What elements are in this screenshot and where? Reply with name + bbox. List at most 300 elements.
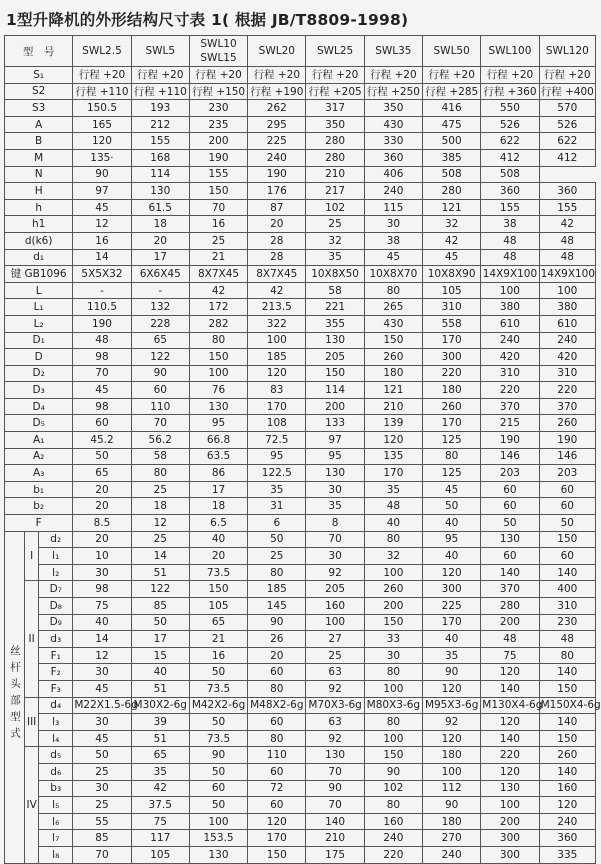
table-row — [5, 216, 596, 233]
row-label: d₆ — [39, 763, 73, 780]
table-cell: 265 — [364, 299, 422, 316]
table-cell: 155 — [539, 199, 595, 216]
table-cell: 90 — [423, 797, 481, 814]
row-label: l₁ — [39, 548, 73, 565]
row-label: D — [5, 349, 73, 366]
table-row — [5, 780, 596, 797]
table-cell: 26 — [248, 631, 306, 648]
table-row — [5, 598, 596, 615]
table-row — [5, 67, 596, 84]
row-label: h — [5, 199, 73, 216]
table-cell: 145 — [248, 598, 306, 615]
col-header: SWL50 — [423, 36, 481, 67]
table-cell: 行程 +20 — [364, 67, 422, 84]
table-cell: 40 — [364, 515, 422, 532]
table-cell: 87 — [248, 199, 306, 216]
table-cell: 205 — [306, 581, 364, 598]
table-cell: 105 — [423, 282, 481, 299]
table-row — [5, 299, 596, 316]
table-cell: 48 — [364, 498, 422, 515]
table-cell: 170 — [423, 614, 481, 631]
table-cell: 50 — [248, 531, 306, 548]
table-row — [5, 100, 596, 117]
table-cell: 行程 +190 — [248, 83, 306, 100]
table-cell: 120 — [423, 730, 481, 747]
table-cell: 25 — [189, 232, 247, 249]
table-row — [5, 432, 596, 449]
table-row — [5, 249, 596, 266]
table-cell: 60 — [539, 481, 595, 498]
table-cell: 220 — [481, 382, 539, 399]
table-row — [5, 714, 596, 731]
row-label: D₈ — [39, 598, 73, 615]
table-cell: 45 — [423, 481, 481, 498]
table-cell: 60 — [481, 481, 539, 498]
table-cell: 行程 +360 — [481, 83, 539, 100]
table-cell: 330 — [364, 133, 422, 150]
table-cell: 31 — [248, 498, 306, 515]
row-label: F₃ — [39, 680, 73, 697]
table-cell: 210 — [364, 398, 422, 415]
table-cell: 60 — [73, 415, 131, 432]
table-cell: 60 — [248, 664, 306, 681]
table-cell: 50 — [189, 763, 247, 780]
table-cell: 282 — [189, 315, 247, 332]
table-cell: 146 — [481, 448, 539, 465]
table-cell: 115 — [364, 199, 422, 216]
row-label: S3 — [5, 100, 73, 117]
table-cell: 132 — [131, 299, 189, 316]
table-cell: 90 — [189, 747, 247, 764]
table-cell: 72.5 — [248, 432, 306, 449]
table-cell: 92 — [306, 730, 364, 747]
table-row — [5, 133, 596, 150]
table-cell: 33 — [364, 631, 422, 648]
table-cell: 155 — [481, 199, 539, 216]
table-cell: 35 — [306, 498, 364, 515]
table-cell: 212 — [131, 116, 189, 133]
row-label: l₈ — [39, 846, 73, 863]
table-cell: 35 — [131, 763, 189, 780]
table-cell: 260 — [364, 349, 422, 366]
table-cell: 120 — [481, 714, 539, 731]
table-cell: 180 — [423, 747, 481, 764]
page-title: 1型升降机的外形结构尺寸表 1( 根据 JB/T8809-1998) — [6, 11, 409, 29]
table-cell: M30X2-6g — [131, 697, 189, 714]
table-row — [5, 448, 596, 465]
table-cell: 139 — [364, 415, 422, 432]
table-cell: 140 — [539, 714, 595, 731]
table-cell: 行程 +20 — [539, 67, 595, 84]
table-cell: 40 — [189, 531, 247, 548]
table-cell: 350 — [306, 116, 364, 133]
table-cell: 25 — [73, 797, 131, 814]
header-row — [5, 36, 596, 67]
table-cell: 420 — [481, 349, 539, 366]
table-cell: 526 — [481, 116, 539, 133]
table-cell: 80 — [364, 664, 422, 681]
table-cell: 35 — [248, 481, 306, 498]
row-label: d₅ — [39, 747, 73, 764]
table-cell: 85 — [131, 598, 189, 615]
table-cell: 322 — [248, 315, 306, 332]
table-cell: 220 — [364, 846, 422, 863]
table-cell: 300 — [481, 846, 539, 863]
table-cell: 6X6X45 — [131, 266, 189, 283]
table-row — [5, 382, 596, 399]
table-cell: 150 — [364, 332, 422, 349]
table-cell: 100 — [364, 680, 422, 697]
table-cell: 260 — [539, 747, 595, 764]
row-label: L₂ — [5, 315, 73, 332]
table-cell: 150.5 — [73, 100, 131, 117]
row-label: B — [5, 133, 73, 150]
table-cell: 122 — [131, 581, 189, 598]
table-cell: M80X3-6g — [364, 697, 422, 714]
table-cell: 190 — [73, 315, 131, 332]
table-cell: 48 — [539, 249, 595, 266]
table-cell: 行程 +205 — [306, 83, 364, 100]
col-header: SWL35 — [364, 36, 422, 67]
table-cell: 28 — [248, 232, 306, 249]
table-cell: 120 — [481, 763, 539, 780]
table-cell: 155 — [131, 133, 189, 150]
table-row — [5, 730, 596, 747]
table-cell: 193 — [131, 100, 189, 117]
table-cell: 18 — [189, 498, 247, 515]
table-cell: 133 — [306, 415, 364, 432]
table-cell: 32 — [423, 216, 481, 233]
table-row — [5, 415, 596, 432]
table-cell: M42X2-6g — [189, 697, 247, 714]
table-cell: 16 — [73, 232, 131, 249]
table-cell: 406 — [364, 166, 422, 183]
table-cell: 25 — [306, 216, 364, 233]
row-label: D₅ — [5, 415, 73, 432]
table-cell: 180 — [423, 382, 481, 399]
table-cell: 15 — [131, 647, 189, 664]
table-cell: 行程 +20 — [189, 67, 247, 84]
row-label: A₁ — [5, 432, 73, 449]
table-cell: 8X7X45 — [189, 266, 247, 283]
col-header: SWL20 — [248, 36, 306, 67]
table-cell: 65 — [189, 614, 247, 631]
table-cell: 385 — [423, 149, 481, 166]
table-cell: 42 — [131, 780, 189, 797]
table-cell: 317 — [306, 100, 364, 117]
table-cell: 508 — [481, 166, 539, 183]
table-cell: 35 — [306, 249, 364, 266]
table-cell: 10 — [73, 548, 131, 565]
table-cell: 500 — [423, 133, 481, 150]
table-cell: 6 — [248, 515, 306, 532]
row-label: d₁ — [5, 249, 73, 266]
table-cell: 168 — [131, 149, 189, 166]
table-row — [5, 797, 596, 814]
table-cell: 80 — [364, 797, 422, 814]
table-cell: 45 — [423, 249, 481, 266]
row-label: b₂ — [5, 498, 73, 515]
table-cell: 80 — [539, 647, 595, 664]
table-cell: 60 — [131, 382, 189, 399]
table-cell: 130 — [481, 531, 539, 548]
table-cell: 80 — [364, 282, 422, 299]
table-cell: 125 — [423, 432, 481, 449]
table-cell: 95 — [423, 531, 481, 548]
table-cell: 40 — [423, 548, 481, 565]
table-cell: 146 — [539, 448, 595, 465]
table-cell: 60 — [189, 780, 247, 797]
table-cell: 45 — [73, 382, 131, 399]
table-cell: 235 — [189, 116, 247, 133]
table-cell: 610 — [539, 315, 595, 332]
table-cell: 295 — [248, 116, 306, 133]
table-row — [5, 465, 596, 482]
table-cell: 150 — [539, 730, 595, 747]
row-label: S₁ — [5, 67, 73, 84]
table-cell: 17 — [189, 481, 247, 498]
table-row — [5, 747, 596, 764]
table-row — [5, 697, 596, 714]
table-cell: 108 — [248, 415, 306, 432]
table-cell: 120 — [364, 432, 422, 449]
table-cell: M95X3-6g — [423, 697, 481, 714]
table-cell: 135 — [364, 448, 422, 465]
table-cell: 60 — [481, 548, 539, 565]
table-cell: 92 — [306, 680, 364, 697]
table-cell: 105 — [189, 598, 247, 615]
row-label: H — [5, 183, 73, 200]
table-row — [5, 183, 596, 200]
table-cell: 125 — [423, 465, 481, 482]
table-cell: 100 — [248, 332, 306, 349]
table-cell: 150 — [248, 846, 306, 863]
table-cell: 240 — [423, 846, 481, 863]
table-cell: 行程 +20 — [481, 67, 539, 84]
table-cell: 6.5 — [189, 515, 247, 532]
row-label: D₃ — [5, 382, 73, 399]
table-cell: 80 — [364, 531, 422, 548]
table-cell: 20 — [73, 481, 131, 498]
table-cell: 60 — [248, 797, 306, 814]
table-cell: - — [131, 282, 189, 299]
table-cell: 310 — [423, 299, 481, 316]
table-cell: 110 — [248, 747, 306, 764]
table-cell: 280 — [306, 149, 364, 166]
table-cell: 50 — [423, 498, 481, 515]
table-cell: 98 — [73, 349, 131, 366]
table-cell: 42 — [539, 216, 595, 233]
table-cell: 100 — [189, 365, 247, 382]
table-cell: 105 — [131, 846, 189, 863]
table-cell: M70X3-6g — [306, 697, 364, 714]
table-cell: 150 — [189, 183, 247, 200]
dimension-table — [4, 35, 601, 864]
table-cell: 98 — [73, 398, 131, 415]
table-cell: 45 — [73, 199, 131, 216]
table-cell: 65 — [131, 747, 189, 764]
table-cell: 90 — [248, 614, 306, 631]
table-cell: 240 — [364, 830, 422, 847]
table-cell: 130 — [481, 780, 539, 797]
table-cell: 240 — [248, 149, 306, 166]
row-label: d₄ — [39, 697, 73, 714]
table-row — [5, 282, 596, 299]
table-cell: 48 — [481, 249, 539, 266]
table-cell: 550 — [481, 100, 539, 117]
row-label: l₇ — [39, 830, 73, 847]
table-cell: 72 — [248, 780, 306, 797]
table-row — [5, 581, 596, 598]
table-cell: 100 — [481, 797, 539, 814]
table-cell: 70 — [73, 846, 131, 863]
table-cell: 38 — [364, 232, 422, 249]
table-cell: 37.5 — [131, 797, 189, 814]
table-cell: 95 — [248, 448, 306, 465]
table-cell: 280 — [306, 133, 364, 150]
table-cell: 73.5 — [189, 564, 247, 581]
table-cell: 90 — [306, 780, 364, 797]
table-cell: 28 — [248, 249, 306, 266]
table-cell: M48X2-6g — [248, 697, 306, 714]
row-label: A₂ — [5, 448, 73, 465]
table-cell: 300 — [423, 581, 481, 598]
table-cell: 30 — [73, 780, 131, 797]
type-label: II — [25, 581, 39, 697]
table-cell: 260 — [423, 398, 481, 415]
row-label: l₂ — [39, 564, 73, 581]
row-label: L — [5, 282, 73, 299]
table-cell: 25 — [306, 647, 364, 664]
type-label: III — [25, 697, 39, 747]
table-cell: 215 — [481, 415, 539, 432]
row-label: D₂ — [5, 365, 73, 382]
table-cell: 16 — [189, 647, 247, 664]
table-cell: 380 — [539, 299, 595, 316]
row-label: l₆ — [39, 813, 73, 830]
table-cell: 622 — [539, 133, 595, 150]
table-cell: 95 — [189, 415, 247, 432]
table-cell: 75 — [73, 598, 131, 615]
table-cell: 行程 +110 — [73, 83, 131, 100]
table-cell: 176 — [248, 183, 306, 200]
table-cell: 20 — [248, 647, 306, 664]
table-cell: 100 — [423, 763, 481, 780]
table-cell: 140 — [539, 564, 595, 581]
table-row — [5, 498, 596, 515]
table-cell: 42 — [423, 232, 481, 249]
table-cell: 190 — [248, 166, 306, 183]
table-cell: 25 — [73, 763, 131, 780]
table-cell: 310 — [481, 365, 539, 382]
table-cell: 225 — [248, 133, 306, 150]
table-cell: 120 — [73, 133, 131, 150]
table-cell: 350 — [364, 100, 422, 117]
table-cell: 203 — [539, 465, 595, 482]
table-cell: 240 — [364, 183, 422, 200]
table-cell: 60 — [481, 498, 539, 515]
table-cell: 30 — [73, 564, 131, 581]
table-cell: 30 — [364, 216, 422, 233]
table-cell: 217 — [306, 183, 364, 200]
table-cell: 65 — [131, 332, 189, 349]
table-row — [5, 846, 596, 863]
table-cell: 412 — [539, 149, 595, 166]
table-cell: 360 — [364, 149, 422, 166]
table-cell: 190 — [189, 149, 247, 166]
row-label: F₂ — [39, 664, 73, 681]
table-cell: 50 — [73, 448, 131, 465]
table-cell: 200 — [306, 398, 364, 415]
table-cell: 60 — [539, 548, 595, 565]
table-row — [5, 116, 596, 133]
table-cell: 114 — [131, 166, 189, 183]
table-row — [5, 763, 596, 780]
table-cell: 200 — [481, 614, 539, 631]
table-cell: 150 — [539, 680, 595, 697]
table-cell: 100 — [481, 282, 539, 299]
table-cell: 170 — [423, 332, 481, 349]
table-cell: M22X1.5-6g — [73, 697, 131, 714]
table-cell: 140 — [481, 680, 539, 697]
row-label: D₁ — [5, 332, 73, 349]
table-cell: 260 — [364, 581, 422, 598]
table-cell: 370 — [481, 581, 539, 598]
table-cell: 130 — [189, 846, 247, 863]
table-cell: 92 — [423, 714, 481, 731]
table-cell: 155 — [189, 166, 247, 183]
table-cell: 38 — [481, 216, 539, 233]
table-cell: 240 — [539, 332, 595, 349]
table-cell: 30 — [306, 548, 364, 565]
table-cell: 73.5 — [189, 730, 247, 747]
table-cell: 170 — [423, 415, 481, 432]
table-cell: 20 — [248, 216, 306, 233]
table-cell: 185 — [248, 349, 306, 366]
table-cell: 60 — [539, 498, 595, 515]
table-cell: 150 — [364, 747, 422, 764]
table-cell: 150 — [306, 365, 364, 382]
table-row — [5, 232, 596, 249]
table-cell: 190 — [481, 432, 539, 449]
table-cell: 92 — [306, 564, 364, 581]
table-cell: 行程 +110 — [131, 83, 189, 100]
table-cell: 行程 +150 — [189, 83, 247, 100]
table-cell: 200 — [364, 598, 422, 615]
table-cell: 120 — [423, 564, 481, 581]
table-cell: 20 — [189, 548, 247, 565]
row-label: A — [5, 116, 73, 133]
table-row — [5, 315, 596, 332]
table-cell: 50 — [189, 664, 247, 681]
table-cell: 12 — [73, 216, 131, 233]
table-cell: 200 — [481, 813, 539, 830]
table-cell: 300 — [481, 830, 539, 847]
table-cell: 10X8X50 — [306, 266, 364, 283]
table-cell: 83 — [248, 382, 306, 399]
row-label: b₁ — [5, 481, 73, 498]
table-cell: 70 — [189, 199, 247, 216]
table-cell: 14 — [73, 249, 131, 266]
col-header: SWL25 — [306, 36, 364, 67]
type-label: I — [25, 531, 39, 581]
table-cell: 170 — [364, 465, 422, 482]
table-cell: 335 — [539, 846, 595, 863]
table-cell: 5X5X32 — [73, 266, 131, 283]
table-cell: 8X7X45 — [248, 266, 306, 283]
table-row — [5, 614, 596, 631]
table-cell: 121 — [423, 199, 481, 216]
